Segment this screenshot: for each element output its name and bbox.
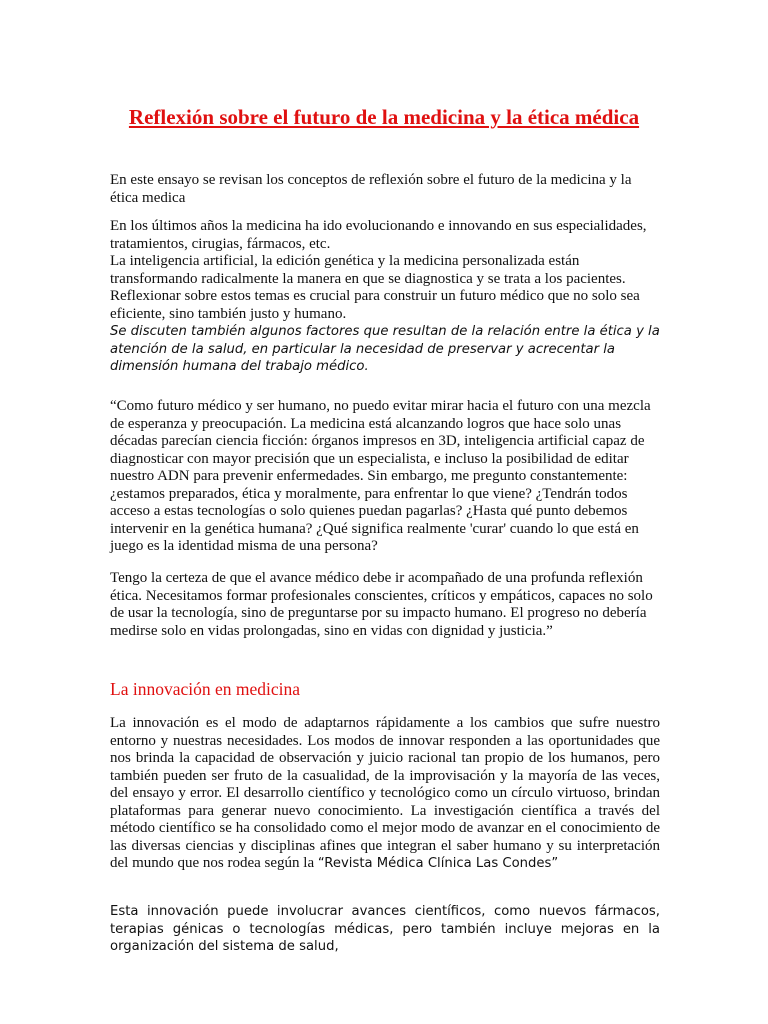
section-heading: La innovación en medicina	[110, 679, 300, 699]
last-paragraph: Esta innovación puede involucrar avances científicos, como nuevos fármacos, terapias génicas o tecnologías médicas, pero también incluye mejoras en la organización del sistema de salud,	[110, 904, 660, 954]
context-line-italic: Se discuten también algunos factores que resultan de la relación entre la ética y la atención de la salud, en particular la necesidad de preservar y acrecentar la dimensión humana del trabajo médico.	[110, 324, 660, 374]
quote-paragraph-2: Tengo la certeza de que el avance médico debe ir acompañado de una profunda reflexión ética. Necesitamos formar profesionales conscientes, críticos y empáticos, capaces no solo de usar la tecnología, sino de preguntarse por su impacto humano. El progreso no debería medirse solo en vidas prolongadas, sino en vidas con dignidad y justicia.”	[110, 570, 653, 639]
context-line-ai: La inteligencia artificial, la edición genética y la medicina personalizada están transformando radicalmente la manera en que se diagnostica y se trata a los pacientes.	[110, 253, 626, 287]
source-citation: “Revista Médica Clínica Las Condes”	[317, 856, 559, 871]
context-paragraph	[110, 218, 660, 376]
innovation-paragraph	[110, 715, 660, 873]
document-title: Reflexión sobre el futuro de la medicina y la ética médica	[128, 105, 640, 129]
context-line-reflection: Reflexionar sobre estos temas es crucial para construir un futuro médico que no solo sea eficiente, sino también justo y humano.	[110, 288, 640, 322]
context-line-evolution: En los últimos años la medicina ha ido evolucionando e innovando en sus especialidades, tratamientos, cirugias, fármacos, etc.	[110, 218, 647, 252]
innovation-text: La innovación es el modo de adaptarnos rápidamente a los cambios que sufre nuestro entorno y nuestras necesidades. Los modos de innovar responden a las oportunidades que nos brinda la capacidad de observación y juicio racional tan propio de los humanos, pero también pueden ser fruto de la casualidad, de la improvisación y la mayoría de las veces, del ensayo y error. El desarrollo científico y tecnológico como un círculo virtuoso, brindan plataformas para generar nuevo conocimiento. La investigación científica a través del método científico se ha consolidado como el mejor modo de avanzar en el conocimiento de las diversas ciencias y disciplinas afines que integran el saber humano y su interpretación del mundo que nos rodea según la	[110, 715, 660, 871]
quote-paragraph-1: “Como futuro médico y ser humano, no puedo evitar mirar hacia el futuro con una mezcla de esperanza y preocupación. La medicina está alcanzando logros que hace solo unas décadas parecían ciencia ficción: órganos impresos en 3D, inteligencia artificial capaz de diagnosticar con mayor precisión que un especialista, e incluso la posibilidad de editar nuestro ADN para prevenir enfermedades. Sin embargo, me pregunto constantemente: ¿estamos preparados, ética y moralmente, para enfrentar lo que viene? ¿Tendrán todos acceso a estas tecnologías o solo quienes puedan pagarlas? ¿Hasta qué punto debemos intervenir en la genética humana? ¿Qué significa realmente 'curar' cuando lo que está en juego es la identidad misma de una persona?	[110, 398, 651, 554]
intro-paragraph: En este ensayo se revisan los conceptos de reflexión sobre el futuro de la medicina y la ética medica	[110, 172, 632, 206]
